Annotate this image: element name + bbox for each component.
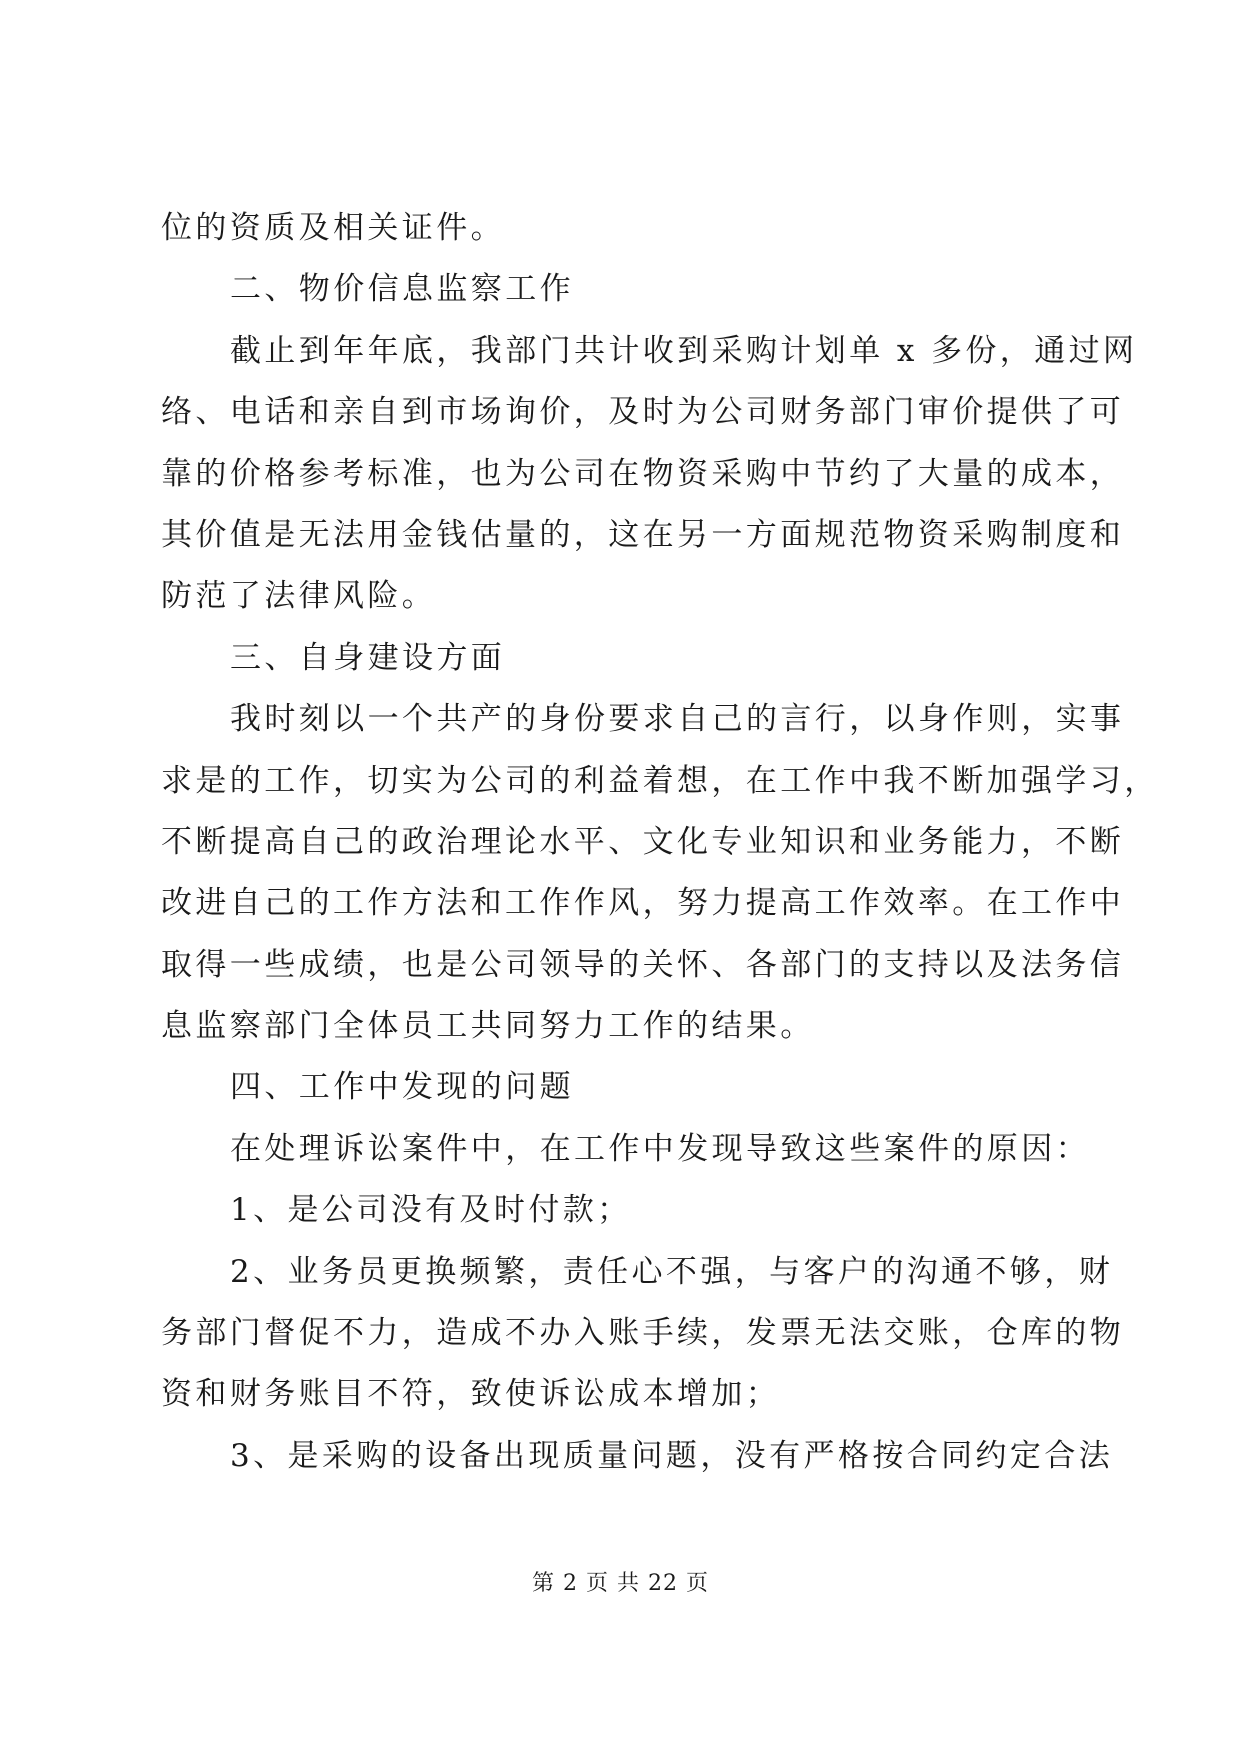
text-line: 防范了法律风险。 bbox=[161, 578, 437, 615]
text-line: 其价值是无法用金钱估量的，这在另一方面规范物资采购制度和 bbox=[161, 516, 1125, 553]
text-line: 取得一些成绩，也是公司领导的关怀、各部门的支持以及法务信 bbox=[161, 946, 1125, 983]
text-line: 在处理诉讼案件中，在工作中发现导致这些案件的原因： bbox=[230, 1130, 1090, 1167]
text-line: 不断提高自己的政治理论水平、文化专业知识和业务能力，不断 bbox=[161, 823, 1125, 860]
text-line: 务部门督促不力，造成不办入账手续，发票无法交账，仓库的物 bbox=[161, 1315, 1125, 1352]
section-heading: 四、工作中发现的问题 bbox=[230, 1069, 574, 1106]
text-line: 络、电话和亲自到市场询价，及时为公司财务部门审价提供了可 bbox=[161, 394, 1125, 431]
text-line: 改进自己的工作方法和工作作风，努力提高工作效率。在工作中 bbox=[161, 885, 1125, 922]
text-line: 我时刻以一个共产的身份要求自己的言行，以身作则，实事 bbox=[230, 701, 1125, 738]
text-line: 息监察部门全体员工共同努力工作的结果。 bbox=[161, 1008, 815, 1045]
section-heading: 二、物价信息监察工作 bbox=[230, 271, 574, 308]
list-item: 1、是公司没有及时付款； bbox=[230, 1192, 632, 1229]
list-item: 3、是采购的设备出现质量问题，没有严格按合同约定合法 bbox=[230, 1437, 1114, 1474]
page-number-footer: 第 2 页 共 22 页 bbox=[532, 1571, 709, 1596]
section-heading: 三、自身建设方面 bbox=[230, 639, 506, 676]
document-body bbox=[161, 198, 1159, 1487]
text-line: 求是的工作，切实为公司的利益着想，在工作中我不断加强学习， bbox=[161, 762, 1159, 799]
text-line: 位的资质及相关证件。 bbox=[161, 210, 505, 246]
text-line: 截止到年年底，我部门共计收到采购计划单 x 多份，通过网 bbox=[230, 332, 1138, 369]
list-item: 2、业务员更换频繁，责任心不强，与客户的沟通不够，财 bbox=[230, 1253, 1114, 1290]
text-line: 靠的价格参考标准，也为公司在物资采购中节约了大量的成本， bbox=[161, 455, 1125, 492]
text-line: 资和财务账目不符，致使诉讼成本增加； bbox=[161, 1376, 781, 1413]
